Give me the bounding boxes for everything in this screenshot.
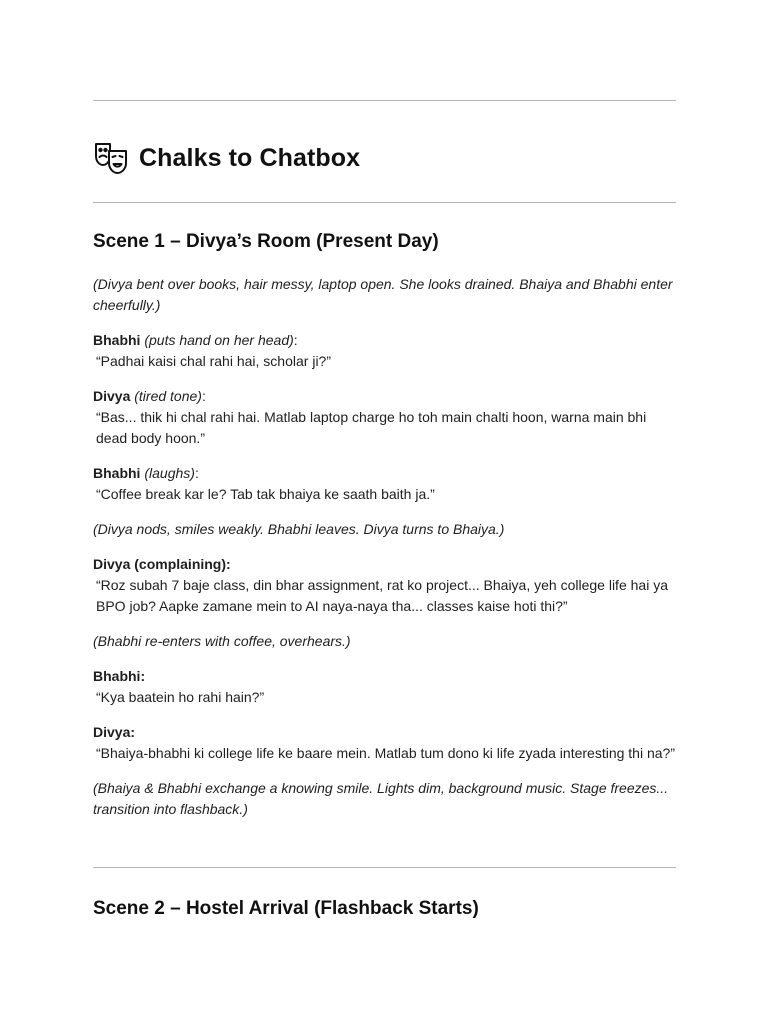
document-title: Chalks to Chatbox [139,143,361,172]
speaker-colon: : [194,465,199,481]
top-divider [93,100,676,101]
speaker-name: Divya [93,388,131,404]
performing-arts-masks-icon [93,140,129,176]
scene-divider [93,867,676,868]
stage-direction: (Bhabhi re-enters with coffee, overhears.) [93,633,351,649]
speaker-name: Bhabhi: [93,668,146,684]
speaker-name: Divya (complaining): [93,556,231,572]
dialogue-block [93,722,676,764]
title-row [93,140,360,176]
dialogue-line: “Coffee break kar le? Tab tak bhaiya ke saath baith ja.” [96,486,435,502]
stage-direction: (Divya nods, smiles weakly. Bhabhi leaves. Divya turns to Bhaiya.) [93,521,505,537]
dialogue-block [93,330,676,372]
speaker-direction: (laughs) [144,465,195,481]
speaker-colon: : [293,332,298,348]
stage-direction: (Divya bent over books, hair messy, laptop open. She looks drained. Bhaiya and Bhabhi enter cheerfully.) [93,276,673,313]
scene-2-heading: Scene 2 – Hostel Arrival (Flashback Starts) [93,898,479,919]
dialogue-block [93,386,676,449]
dialogue-line: “Roz subah 7 baje class, din bhar assignment, rat ko project... Bhaiya, yeh college life hai ya BPO job? Aapke zamane mein to AI naya-naya tha... classes kaise hoti thi?” [96,577,668,614]
dialogue-line: “Kya baatein ho rahi hain?” [96,689,265,705]
dialogue-block [93,666,676,708]
dialogue-line: “Bhaiya-bhabhi ki college life ke baare mein. Matlab tum dono ki life zyada interesting thi na?” [96,745,675,761]
dialogue-line: “Padhai kaisi chal rahi hai, scholar ji?” [96,353,331,369]
dialogue-block [93,554,676,617]
speaker-name: Divya: [93,724,136,740]
scene-1-heading: Scene 1 – Divya’s Room (Present Day) [93,231,439,252]
dialogue-line: “Bas... thik hi chal rahi hai. Matlab laptop charge ho toh main chalti hoon, warna main bhi dead body hoon.” [96,409,647,446]
speaker-direction: (tired tone) [134,388,202,404]
title-divider [93,202,676,203]
speaker-colon: : [201,388,206,404]
speaker-name: Bhabhi [93,465,141,481]
speaker-name: Bhabhi [93,332,141,348]
scene-1-content [93,274,676,834]
stage-direction: (Bhaiya & Bhabhi exchange a knowing smile. Lights dim, background music. Stage freezes... transition into flashback.) [93,780,669,817]
speaker-direction: (puts hand on her head) [144,332,294,348]
dialogue-block [93,463,676,505]
